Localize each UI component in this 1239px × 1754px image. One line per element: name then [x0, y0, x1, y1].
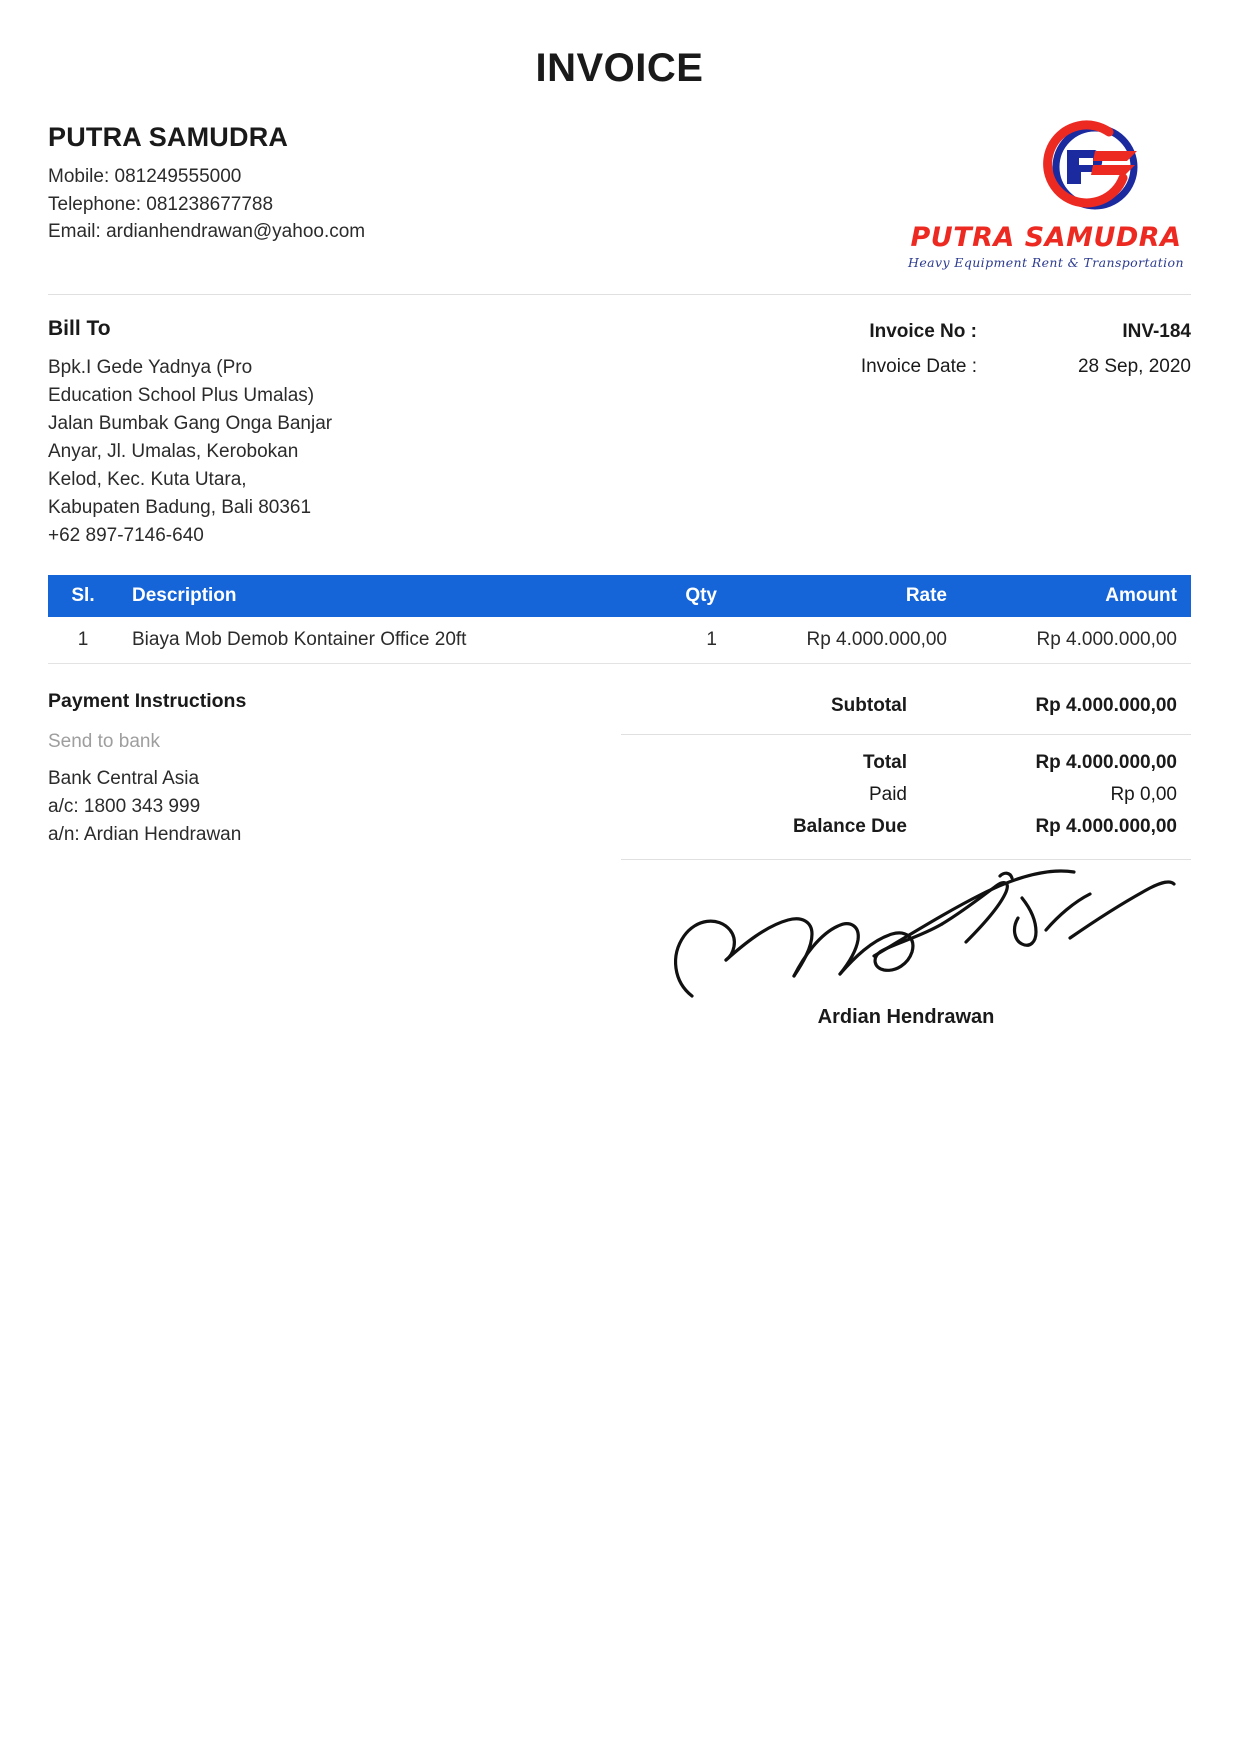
signature-name: Ardian Hendrawan — [817, 1006, 995, 1029]
logo-tagline: Heavy Equipment Rent & Transportation — [908, 255, 1184, 270]
bill-to-line: +62 897-7146-640 — [48, 524, 204, 546]
payment-heading: Payment Instructions — [48, 690, 247, 713]
total-row — [621, 747, 1191, 779]
table-header-row — [48, 575, 1191, 617]
invoice-date-row — [861, 356, 1191, 391]
payment-bank-name: Bank Central Asia — [48, 768, 200, 790]
page-title: INVOICE — [535, 46, 704, 90]
company-email: Email: ardianhendrawan@yahoo.com — [48, 221, 366, 243]
company-mobile: Mobile: 081249555000 — [48, 166, 242, 187]
header-divider — [48, 294, 1191, 295]
paid-label: Paid — [868, 784, 907, 806]
company-info — [48, 118, 365, 246]
bill-to-line: Bpk.I Gede Yadnya (Pro — [48, 357, 253, 378]
bill-to-block — [48, 317, 332, 549]
invoice-no-label: Invoice No : — [869, 321, 977, 342]
invoice-no-row — [861, 321, 1191, 356]
total-value: Rp 4.000.000,00 — [1035, 752, 1177, 774]
table-row — [48, 617, 1191, 664]
bill-to-line: Education School Plus Umalas) — [48, 384, 315, 406]
balance-due-label: Balance Due — [792, 816, 907, 838]
signature-block — [621, 859, 1191, 1029]
invoice-header — [48, 118, 1191, 270]
bill-to-line: Kelod, Kec. Kuta Utara, — [48, 468, 247, 490]
paid-value: Rp 0,00 — [1110, 784, 1177, 806]
company-telephone: Telephone: 081238677788 — [48, 193, 274, 215]
invoice-date-value: 28 Sep, 2020 — [1077, 356, 1191, 377]
balance-due-value: Rp 4.000.000,00 — [1035, 816, 1177, 838]
invoice-date-label: Invoice Date : — [860, 356, 977, 377]
spacer — [621, 722, 1191, 734]
cell-qty: 1 — [601, 617, 731, 664]
company-logo — [901, 118, 1191, 270]
payment-account-number: a/c: 1800 343 999 — [48, 796, 201, 817]
bill-to-line: Jalan Bumbak Gang Onga Banjar — [48, 412, 333, 434]
cell-description: Biaya Mob Demob Kontainer Office 20ft — [118, 617, 601, 664]
column-header-sl: Sl. — [48, 575, 118, 617]
payment-account-name: a/n: Ardian Hendrawan — [48, 823, 242, 845]
bill-to-line: Anyar, Jl. Umalas, Kerobokan — [48, 440, 299, 462]
totals-table — [621, 690, 1191, 843]
logo-wordmark: PUTRA SAMUDRA — [910, 222, 1182, 253]
column-header-qty: Qty — [601, 575, 731, 617]
subtotal-row — [621, 690, 1191, 722]
payment-instructions — [48, 690, 246, 848]
cell-rate: Rp 4.000.000,00 — [731, 617, 961, 664]
bill-to-line: Kabupaten Badung, Bali 80361 — [48, 496, 312, 518]
spacer — [621, 735, 1191, 747]
signature-image — [626, 864, 1186, 1004]
cell-sl: 1 — [48, 617, 118, 664]
paid-row — [621, 779, 1191, 811]
billing-meta-section — [48, 317, 1191, 549]
invoice-no-value: INV-184 — [1122, 321, 1191, 342]
bill-to-heading: Bill To — [48, 317, 111, 340]
invoice-meta — [861, 321, 1191, 391]
column-header-amount: Amount — [961, 575, 1191, 617]
balance-due-row — [621, 811, 1191, 843]
column-header-rate: Rate — [731, 575, 961, 617]
company-name: PUTRA SAMUDRA — [48, 122, 289, 152]
subtotal-label: Subtotal — [831, 695, 907, 717]
column-header-description: Description — [118, 575, 601, 617]
logo-monogram-icon — [901, 120, 1191, 220]
payment-totals-section — [48, 690, 1191, 1029]
totals-block — [621, 690, 1191, 1029]
line-items-table — [48, 575, 1191, 664]
subtotal-value: Rp 4.000.000,00 — [1035, 695, 1177, 717]
total-label: Total — [863, 752, 907, 774]
payment-note: Send to bank — [48, 731, 160, 753]
cell-amount: Rp 4.000.000,00 — [961, 617, 1191, 664]
